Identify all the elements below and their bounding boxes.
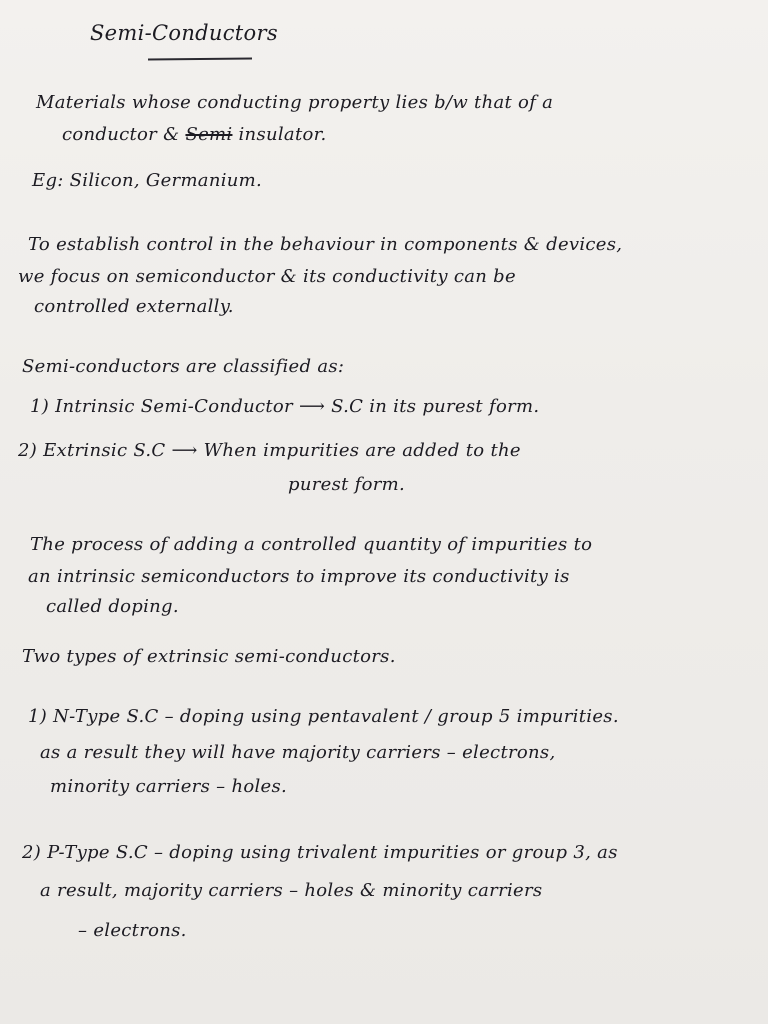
classification-heading: Semi-conductors are classified as:	[22, 356, 345, 377]
control-line-2: we focus on semiconductor & its conductivity can be	[18, 266, 516, 287]
p-type-line-2: a result, majority carriers – holes & minority carriers	[40, 880, 543, 901]
p-type-line-1: 2) P-Type S.C – doping using trivalent impurities or group 3, as	[22, 842, 618, 863]
definition-text-a: conductor &	[62, 124, 186, 145]
definition-line-1: Materials whose conducting property lies b/w that of a	[36, 92, 554, 113]
classification-item-2-cont: purest form.	[288, 474, 406, 495]
control-line-3: controlled externally.	[34, 296, 234, 317]
n-type-line-1: 1) N-Type S.C – doping using pentavalent / group 5 impurities.	[28, 706, 619, 727]
doping-line-3: called doping.	[46, 596, 179, 617]
doping-line-2: an intrinsic semiconductors to improve its conductivity is	[28, 566, 570, 587]
title-underline	[148, 57, 252, 60]
page-title: Semi-Conductors	[90, 21, 278, 45]
n-type-line-3: minority carriers – holes.	[50, 776, 288, 797]
definition-text-b: insulator.	[232, 124, 327, 145]
p-type-line-3: – electrons.	[78, 920, 187, 941]
example-line: Eg: Silicon, Germanium.	[32, 170, 263, 191]
struck-word: Semi	[185, 124, 233, 145]
doping-line-1: The process of adding a controlled quantity of impurities to	[30, 534, 593, 555]
classification-item-2: 2) Extrinsic S.C ⟶ When impurities are added to the	[18, 440, 521, 461]
classification-item-1: 1) Intrinsic Semi-Conductor ⟶ S.C in its purest form.	[30, 396, 540, 417]
control-line-1: To establish control in the behaviour in components & devices,	[28, 234, 623, 255]
definition-line-2	[62, 124, 327, 146]
n-type-line-2: as a result they will have majority carriers – electrons,	[40, 742, 556, 763]
types-heading: Two types of extrinsic semi-conductors.	[22, 646, 396, 667]
